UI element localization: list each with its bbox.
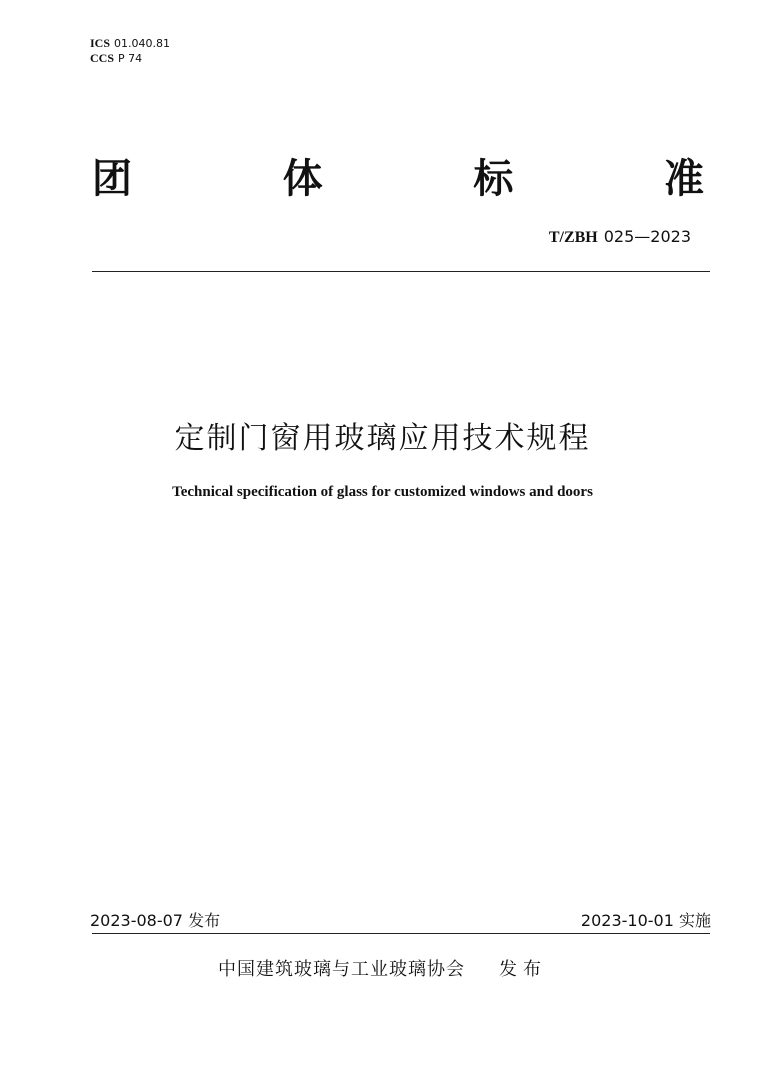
standard-code	[549, 227, 691, 247]
publisher-action: 发布	[499, 959, 547, 980]
footer-divider	[92, 933, 710, 934]
implement-date: 2023-10-01 实施	[580, 911, 711, 930]
publisher-line	[0, 955, 765, 981]
ics-label: ICS	[90, 36, 111, 50]
ics-value: 01.040.81	[114, 37, 170, 50]
document-type-heading	[92, 150, 704, 200]
ccs-code	[90, 51, 170, 66]
document-title-en: Technical specification of glass for customized windows and doors	[172, 484, 593, 500]
document-type-char: 准	[663, 155, 704, 202]
standard-code-number: 025—2023	[603, 227, 691, 246]
classification-codes	[90, 36, 170, 66]
document-type-char: 团	[92, 155, 132, 202]
publish-date: 2023-08-07 发布	[90, 911, 221, 930]
standard-code-prefix: T/ZBH	[548, 229, 598, 246]
document-type-char: 体	[282, 155, 323, 202]
ccs-label: CCS	[90, 51, 115, 65]
header-divider	[92, 271, 710, 272]
document-title-cn: 定制门窗用玻璃应用技术规程	[174, 421, 591, 456]
ics-code	[90, 36, 170, 51]
document-type-char: 标	[473, 155, 514, 202]
publisher-organization: 中国建筑玻璃与工业玻璃协会	[218, 959, 465, 980]
ccs-value: P 74	[118, 52, 143, 65]
